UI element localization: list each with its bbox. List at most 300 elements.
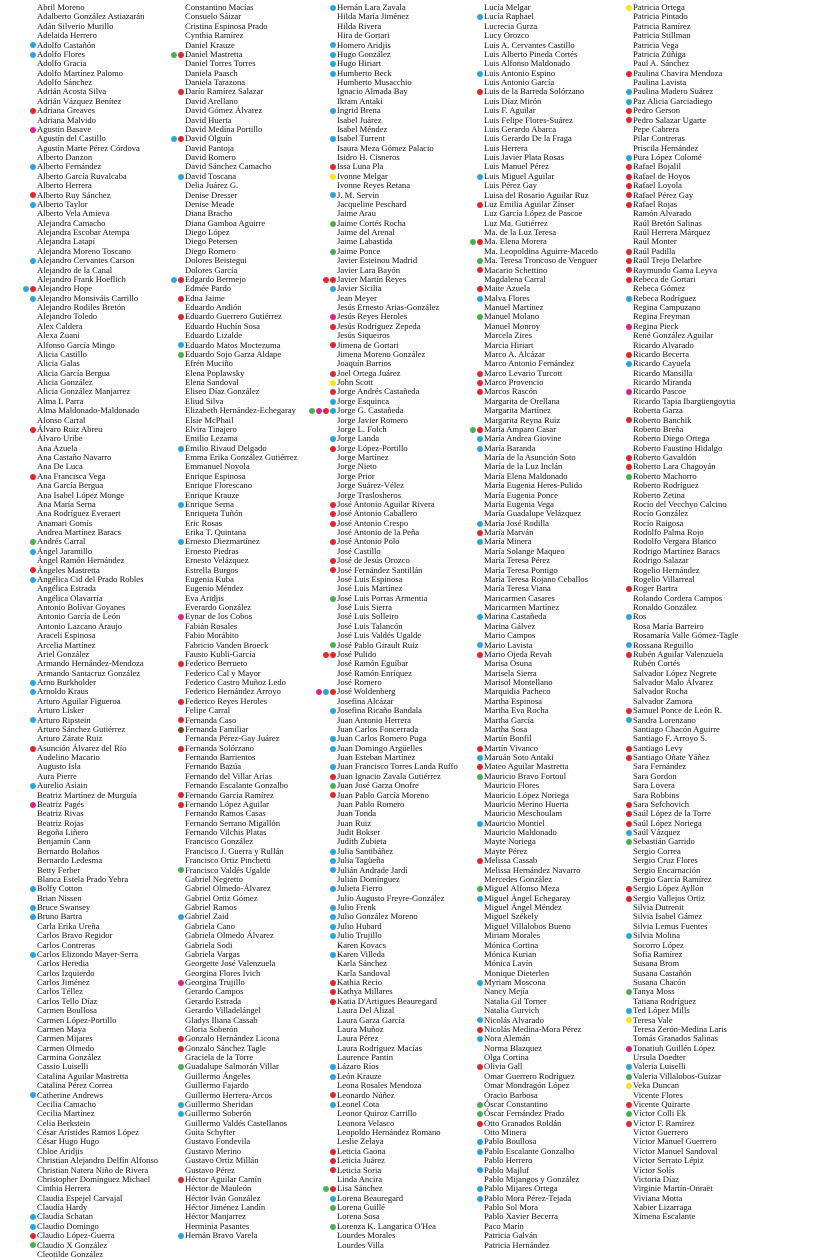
person-name: Marcela Zires xyxy=(484,330,532,341)
affiliation-dots xyxy=(477,1027,483,1033)
person-name: Melissa Cassab xyxy=(484,855,538,866)
person-name: David Medina Portillo xyxy=(185,123,263,134)
person-name: María Elena Maldonado xyxy=(484,470,568,481)
list-item xyxy=(476,1231,636,1240)
person-name: Jimena Moreno González xyxy=(337,348,426,359)
affiliation-dots xyxy=(330,1102,336,1108)
red-dot-icon xyxy=(330,1149,336,1155)
person-name: Adrián Vázquez Benítez xyxy=(37,95,122,106)
affiliation-dots xyxy=(330,399,336,405)
blue-dot-icon xyxy=(178,342,184,348)
red-dot-icon xyxy=(330,567,336,573)
person-name: Macario Schettino xyxy=(484,264,548,275)
person-name: Ricardo Mansilla xyxy=(633,367,693,378)
person-name: Adolfo Sánchez xyxy=(37,77,93,87)
person-name: Susana Chacón xyxy=(633,977,686,987)
person-name: Fernanda Solórzano xyxy=(185,742,254,753)
person-name: Javier Lara Bayón xyxy=(337,264,400,275)
red-dot-icon xyxy=(626,192,632,198)
person-name: Judith Zubieta xyxy=(337,836,387,847)
green-dot-icon xyxy=(178,352,184,358)
affiliation-dots xyxy=(178,296,184,302)
affiliation-dots xyxy=(30,783,36,789)
person-name: Alejandro Cervantes Carson xyxy=(37,255,135,266)
person-name: Leslie Zelaya xyxy=(337,1136,384,1147)
red-dot-icon xyxy=(626,455,632,461)
person-name: Mercedes González xyxy=(484,873,552,884)
affiliation-dots xyxy=(477,1064,483,1070)
affiliation-dots xyxy=(171,277,184,283)
person-name: Adolfo Martínez Palomo xyxy=(37,67,123,78)
person-name: Leticia Gaona xyxy=(337,1145,386,1156)
affiliation-dots xyxy=(30,952,36,958)
person-name: Edmée Pardo xyxy=(185,283,232,294)
blue-dot-icon xyxy=(330,42,336,48)
person-name: María Guadalupe Velázquez xyxy=(484,508,582,519)
person-name: Luis Antonio García xyxy=(484,77,555,87)
person-name: Roberto Zetina xyxy=(633,489,685,500)
person-name: Eva Aridjis xyxy=(185,592,224,603)
person-name: Pedro Salazar Ugarte xyxy=(633,114,707,125)
person-name: Emilio Rivaud Delgado xyxy=(185,442,267,453)
affiliation-dots xyxy=(626,886,632,892)
person-name: David Arellano xyxy=(185,95,238,106)
person-name: Mauricio Merino Huerta xyxy=(484,798,569,809)
blue-dot-icon xyxy=(330,933,336,939)
red-dot-icon xyxy=(330,774,336,780)
blue-dot-icon xyxy=(477,642,483,648)
list-item xyxy=(476,1203,636,1212)
person-name: Beatriz Pagés xyxy=(37,798,85,809)
person-name: Lázaro Ríos xyxy=(337,1061,379,1072)
blue-dot-icon xyxy=(626,361,632,367)
person-name: Federico Cal y Mayor xyxy=(185,667,261,678)
person-name: Miguel Székely xyxy=(484,911,539,922)
person-name: Juan Domingo Argüelles xyxy=(337,742,423,753)
list-item xyxy=(29,1231,189,1240)
person-name: Carlos Izquierdo xyxy=(37,967,95,978)
affiliation-dots xyxy=(477,539,483,545)
person-name: Cristina Espinosa Prado xyxy=(185,20,268,31)
person-name: Hilda Rivera xyxy=(337,20,382,31)
affiliation-dots xyxy=(330,446,336,452)
affiliation-dots xyxy=(178,342,184,348)
person-name: Fernando García Ramírez xyxy=(185,789,274,800)
person-name: Maite Azuela xyxy=(484,283,531,294)
person-name: Fernando López Aguilar xyxy=(185,798,270,809)
person-name: Erika T. Quintana xyxy=(185,527,247,537)
person-name: Alma L Parra xyxy=(37,395,84,406)
affiliation-dots xyxy=(477,755,483,761)
blue-dot-icon xyxy=(30,258,36,264)
person-name: Salvador Zamora xyxy=(633,695,693,706)
affiliation-dots xyxy=(330,567,336,573)
person-name: Josefina Ricaño Bandala xyxy=(337,705,422,716)
person-name: Ikram Antaki xyxy=(337,95,383,106)
affiliation-dots xyxy=(477,530,483,536)
person-name: Audelino Macario xyxy=(37,752,100,762)
person-name: Jorge G. Castañeda xyxy=(337,405,404,416)
affiliation-dots xyxy=(626,417,632,423)
person-name: Ramón Alvarado xyxy=(633,208,692,219)
affiliation-dots xyxy=(178,727,184,733)
person-name: Ricardo Alvarado xyxy=(633,339,694,350)
person-name: Eduardo Sojo Garza Aldape xyxy=(185,348,282,359)
affiliation-dots xyxy=(477,1196,483,1202)
affiliation-dots xyxy=(626,455,632,461)
person-name: Melissa Hernández Navarro xyxy=(484,864,581,875)
blue-dot-icon xyxy=(30,952,36,958)
person-name: Cecilia Martínez xyxy=(37,1108,95,1119)
person-name: José Luis Solleiro xyxy=(337,611,399,622)
person-name: Alejandro Toledo xyxy=(37,311,98,322)
person-name: Rocío González xyxy=(633,508,689,519)
person-name: Bernardo Ledesma xyxy=(37,855,103,866)
blue-dot-icon xyxy=(477,1017,483,1023)
affiliation-dots xyxy=(330,886,336,892)
green-dot-icon xyxy=(477,1102,483,1108)
blue-dot-icon xyxy=(178,539,184,545)
affiliation-dots xyxy=(477,980,483,986)
person-name: Pilar Contreras xyxy=(633,133,685,144)
person-name: María de la Luz Inclán xyxy=(484,461,563,472)
person-name: Beatriz Martínez de Murguía xyxy=(37,789,137,800)
blue-dot-icon xyxy=(626,155,632,161)
affiliation-dots xyxy=(330,989,336,995)
person-name: Jorge Esquinca xyxy=(337,395,390,406)
person-name: Julia Tagüeña xyxy=(337,855,385,866)
person-name: Jorge Prior xyxy=(337,470,375,481)
person-name: Omar Mondragón López xyxy=(484,1080,570,1091)
blue-dot-icon xyxy=(30,164,36,170)
red-dot-icon xyxy=(330,1158,336,1164)
red-dot-icon xyxy=(178,89,184,95)
person-name: Fabián Rosales xyxy=(185,620,238,631)
person-name: Paco Marín xyxy=(484,1220,524,1231)
red-dot-icon xyxy=(330,164,336,170)
person-name: Christian Natera Niño de Rivera xyxy=(37,1164,149,1175)
green-dot-icon xyxy=(171,52,177,58)
person-name: Luis Gerardo De la Fraga xyxy=(484,133,572,144)
person-name: Federico Castro Muñoz Ledo xyxy=(185,677,286,687)
blue-dot-icon xyxy=(323,689,329,695)
person-name: Ignacio Almada Bay xyxy=(337,86,408,97)
green-dot-icon xyxy=(626,1111,632,1117)
person-name: Ana Rodríguez Everaert xyxy=(37,508,121,519)
affiliation-dots xyxy=(30,680,36,686)
list-item xyxy=(329,1212,489,1221)
person-name: Lucy Orozco xyxy=(484,30,530,41)
blue-dot-icon xyxy=(30,1214,36,1220)
blue-dot-icon xyxy=(330,849,336,855)
person-name: Eliud Silva xyxy=(185,395,224,406)
blue-dot-icon xyxy=(330,399,336,405)
blue-dot-icon xyxy=(30,296,36,302)
person-name: Carmen Mijares xyxy=(37,1033,93,1044)
red-dot-icon xyxy=(323,277,329,283)
person-name: Adolfo Gracia xyxy=(37,58,87,69)
person-name: María Solange Maqueo xyxy=(484,545,565,556)
blue-dot-icon xyxy=(30,1092,36,1098)
affiliation-dots xyxy=(330,999,336,1005)
person-name: Guillermo Fajardo xyxy=(185,1080,249,1091)
person-name: Claudia Hardy xyxy=(37,1202,88,1212)
red-dot-icon xyxy=(30,427,36,433)
affiliation-dots xyxy=(626,183,632,189)
person-name: Elena Poplawsky xyxy=(185,367,245,378)
affiliation-dots xyxy=(178,174,184,180)
blue-dot-icon xyxy=(330,708,336,714)
blue-dot-icon xyxy=(30,549,36,555)
red-dot-icon xyxy=(178,1036,184,1042)
affiliation-dots xyxy=(626,1121,632,1127)
person-name: Rossana Reguillo xyxy=(633,639,694,650)
person-name: Veka Duncan xyxy=(633,1080,680,1091)
person-name: Rebeca de Gortari xyxy=(633,273,696,284)
person-name: Sergio López Ayllón xyxy=(633,883,704,894)
affiliation-dots xyxy=(626,249,632,255)
person-name: Jorge Nieto xyxy=(337,461,377,472)
person-name: Ricardo Miranda xyxy=(633,377,692,387)
person-name: Laura Rodríguez Macías xyxy=(337,1042,422,1053)
person-name: Catalina Pérez Correa xyxy=(37,1080,113,1091)
blue-dot-icon xyxy=(477,1149,483,1155)
person-name: David Sánchez Camacho xyxy=(185,161,272,172)
affiliation-dots xyxy=(171,136,184,142)
person-name: Virginie Martín-Onraët xyxy=(633,1183,713,1194)
person-name: Eduardo Huchín Sosa xyxy=(185,320,260,331)
person-name: Roberto Gavaldón xyxy=(633,452,697,462)
blue-dot-icon xyxy=(626,1064,632,1070)
list-item xyxy=(29,1250,189,1259)
person-name: Diego López xyxy=(185,227,230,237)
affiliation-dots xyxy=(178,1177,184,1183)
person-name: Christopher Domínguez Michael xyxy=(37,1173,151,1184)
person-name: Luis Antonio Espino xyxy=(484,67,556,78)
person-name: David Olguín xyxy=(185,133,233,144)
person-name: Manuel Molano xyxy=(484,311,540,322)
person-name: José Antonio Aguilar Rivera xyxy=(337,498,435,509)
person-name: Priscila Hernández xyxy=(633,142,699,153)
list-item xyxy=(625,1194,785,1203)
person-name: Delia Juárez G. xyxy=(185,180,239,191)
person-name: Rafael Loyola xyxy=(633,180,682,191)
person-name: Luz Emilia Aguilar Zínser xyxy=(484,198,575,209)
person-name: Carlos Heredia xyxy=(37,958,89,969)
affiliation-dots xyxy=(30,802,36,808)
person-name: Sergio García Ramírez xyxy=(633,873,712,884)
person-name: Humberto Musacchio xyxy=(337,77,412,87)
person-name: Luis Díaz Mirón xyxy=(484,95,542,106)
person-name: Sara Robbins xyxy=(633,789,680,800)
red-dot-icon xyxy=(477,389,483,395)
person-name: Alonso Carral xyxy=(37,414,86,425)
person-name: Arno Burkholder xyxy=(37,677,96,687)
blue-dot-icon xyxy=(477,614,483,620)
person-name: Gabriela Olmedo Álvarez xyxy=(185,930,274,941)
person-name: Nicolás Medina-Mora Pérez xyxy=(484,1023,582,1034)
affiliation-dots xyxy=(178,802,184,808)
blue-dot-icon xyxy=(30,886,36,892)
affiliation-dots xyxy=(178,614,184,620)
affiliation-dots xyxy=(178,867,184,873)
person-name: Juan Ruiz xyxy=(337,817,372,828)
person-name: Rodrigo Salazar xyxy=(633,555,689,566)
person-name: John Scott xyxy=(337,377,374,387)
affiliation-dots xyxy=(330,867,336,873)
person-name: Laura Del Alizal xyxy=(337,1005,395,1016)
person-name: Javier Sicilia xyxy=(337,283,382,294)
person-name: Julio Hubard xyxy=(337,920,382,931)
red-dot-icon xyxy=(178,296,184,302)
person-name: Lucía Melgar xyxy=(484,2,531,12)
person-name: Jaime Ponce xyxy=(337,245,381,256)
blue-dot-icon xyxy=(477,896,483,902)
affiliation-dots xyxy=(477,774,483,780)
person-name: Isabel Méndez xyxy=(337,123,388,134)
person-name: Arturo Lisker xyxy=(37,705,85,716)
person-name: Sergio Vallejos Ortiz xyxy=(633,892,705,903)
person-name: Alberto Taylor xyxy=(37,198,88,209)
affiliation-dots xyxy=(330,1196,336,1202)
affiliation-dots xyxy=(330,342,336,348)
person-name: Julián Domínguez xyxy=(337,873,400,884)
person-name: Ricardo Pascoe xyxy=(633,386,687,397)
person-name: Juan Pablo García Moreno xyxy=(337,789,429,800)
person-name: Gabriel Zaid xyxy=(185,911,229,922)
red-dot-icon xyxy=(330,652,336,658)
person-name: Sofía Ramírez xyxy=(633,948,683,959)
person-name: Paulina Chavira Mendoza xyxy=(633,67,723,78)
affiliation-dots xyxy=(330,249,336,255)
person-name: Darío Ramírez Salazar xyxy=(185,86,264,97)
person-name: José de Jesús Orozco xyxy=(337,555,410,566)
affiliation-dots xyxy=(178,1064,184,1070)
green-dot-icon xyxy=(477,774,483,780)
person-name: Magdalena Carral xyxy=(484,273,546,284)
person-name: Marco Levario Turcott xyxy=(484,367,563,378)
affiliation-dots xyxy=(178,539,184,545)
red-dot-icon xyxy=(30,192,36,198)
person-name: Arturo Ripstein xyxy=(37,714,91,725)
person-name: Roberta Garza xyxy=(633,405,683,416)
person-name: Gerardo Villadelángel xyxy=(185,1005,261,1016)
affiliation-dots xyxy=(330,1167,336,1173)
person-name: Silvia Lemus Fuentes xyxy=(633,920,708,931)
person-name: Alfonso García Mingo xyxy=(37,339,115,350)
person-name: Eugenio Méndez xyxy=(185,583,244,594)
person-name: Edna Jaime xyxy=(185,292,225,303)
affiliation-dots xyxy=(330,164,336,170)
person-name: Luis Gerardo Abarca xyxy=(484,123,557,134)
person-name: Lourdes Villa xyxy=(337,1239,384,1250)
person-name: Guillermo Herrera-Arcos xyxy=(185,1089,273,1100)
person-name: Daniela Tarazona xyxy=(185,77,246,87)
blue-dot-icon xyxy=(626,642,632,648)
red-dot-icon xyxy=(626,417,632,423)
person-name: José Luis Porras Armentia xyxy=(337,592,428,603)
person-name: José Pablo Girault Ruiz xyxy=(337,639,419,650)
red-dot-icon xyxy=(626,1102,632,1108)
affiliation-dots xyxy=(30,539,36,545)
affiliation-dots xyxy=(626,267,632,273)
person-name: Jaime Labastida xyxy=(337,236,393,247)
person-name: Gladys Iliana Cassab xyxy=(185,1014,258,1025)
person-name: Judit Bokser xyxy=(337,827,381,837)
person-name: Diana Bracho xyxy=(185,208,233,219)
person-name: Ángel Ramón Hernández xyxy=(37,555,125,566)
person-name: Joaquín Barrios xyxy=(337,358,392,369)
blue-dot-icon xyxy=(178,1111,184,1117)
red-dot-icon xyxy=(626,71,632,77)
blue-dot-icon xyxy=(30,717,36,723)
red-dot-icon xyxy=(477,530,483,536)
red-dot-icon xyxy=(330,324,336,330)
affiliation-dots xyxy=(330,221,336,227)
affiliation-dots xyxy=(477,642,483,648)
person-name: Luz Ma. Gutiérrez xyxy=(484,217,548,228)
red-dot-icon xyxy=(477,239,483,245)
affiliation-dots xyxy=(30,108,36,114)
person-name: Georgina Trujillo xyxy=(185,977,245,987)
green-dot-icon xyxy=(330,1205,336,1211)
green-dot-icon xyxy=(330,249,336,255)
person-name: Enriqueta Tuñón xyxy=(185,508,243,519)
person-name: Javier Martín Reyes xyxy=(337,273,407,284)
person-name: Salvador Malo Álvarez xyxy=(633,677,714,687)
person-name: Fernanda Caso xyxy=(185,714,237,725)
affiliation-dots xyxy=(330,52,336,58)
affiliation-dots xyxy=(477,821,483,827)
pink-dot-icon xyxy=(626,324,632,330)
affiliation-dots xyxy=(626,746,632,752)
person-name: Dolores García xyxy=(185,264,238,275)
green-dot-icon xyxy=(178,1064,184,1070)
red-dot-icon xyxy=(626,174,632,180)
affiliation-dots xyxy=(330,286,336,292)
list-item xyxy=(29,1222,189,1231)
person-name: Ana Castaño Navarro xyxy=(37,452,112,462)
person-name: Martha Espinosa xyxy=(484,695,542,706)
affiliation-dots xyxy=(477,174,483,180)
person-name: Gerardo Campos xyxy=(185,986,244,997)
list-item xyxy=(476,1212,636,1221)
person-name: Óscar Fernández Prado xyxy=(484,1108,565,1119)
red-dot-icon xyxy=(477,764,483,770)
person-name: Claudio Domingo xyxy=(37,1220,99,1231)
affiliation-dots xyxy=(626,174,632,180)
person-name: Pablo Escalante Gonzalbo xyxy=(484,1145,575,1156)
person-name: Federico Berrueto xyxy=(185,658,248,669)
person-name: Alejandra Moreno Toscano xyxy=(37,245,131,256)
blue-dot-icon xyxy=(626,717,632,723)
red-dot-icon xyxy=(330,1186,336,1192)
person-name: Katia D'Artigues Beauregard xyxy=(337,995,437,1006)
person-name: Ana Francisca Vega xyxy=(37,470,106,481)
affiliation-dots xyxy=(477,1149,483,1155)
red-dot-icon xyxy=(178,699,184,705)
person-name: Gustavo Pérez xyxy=(185,1164,235,1175)
affiliation-dots xyxy=(470,427,483,433)
blue-dot-icon xyxy=(477,1196,483,1202)
affiliation-dots xyxy=(30,549,36,555)
person-name: Manuel Monroy xyxy=(484,320,541,331)
person-name: Karla Sánchez xyxy=(337,958,387,969)
affiliation-dots xyxy=(626,802,632,808)
affiliation-dots xyxy=(30,1224,36,1230)
person-name: Daniel Mastretta xyxy=(185,48,243,59)
person-name: Marco Antonio Fernández xyxy=(484,358,575,369)
